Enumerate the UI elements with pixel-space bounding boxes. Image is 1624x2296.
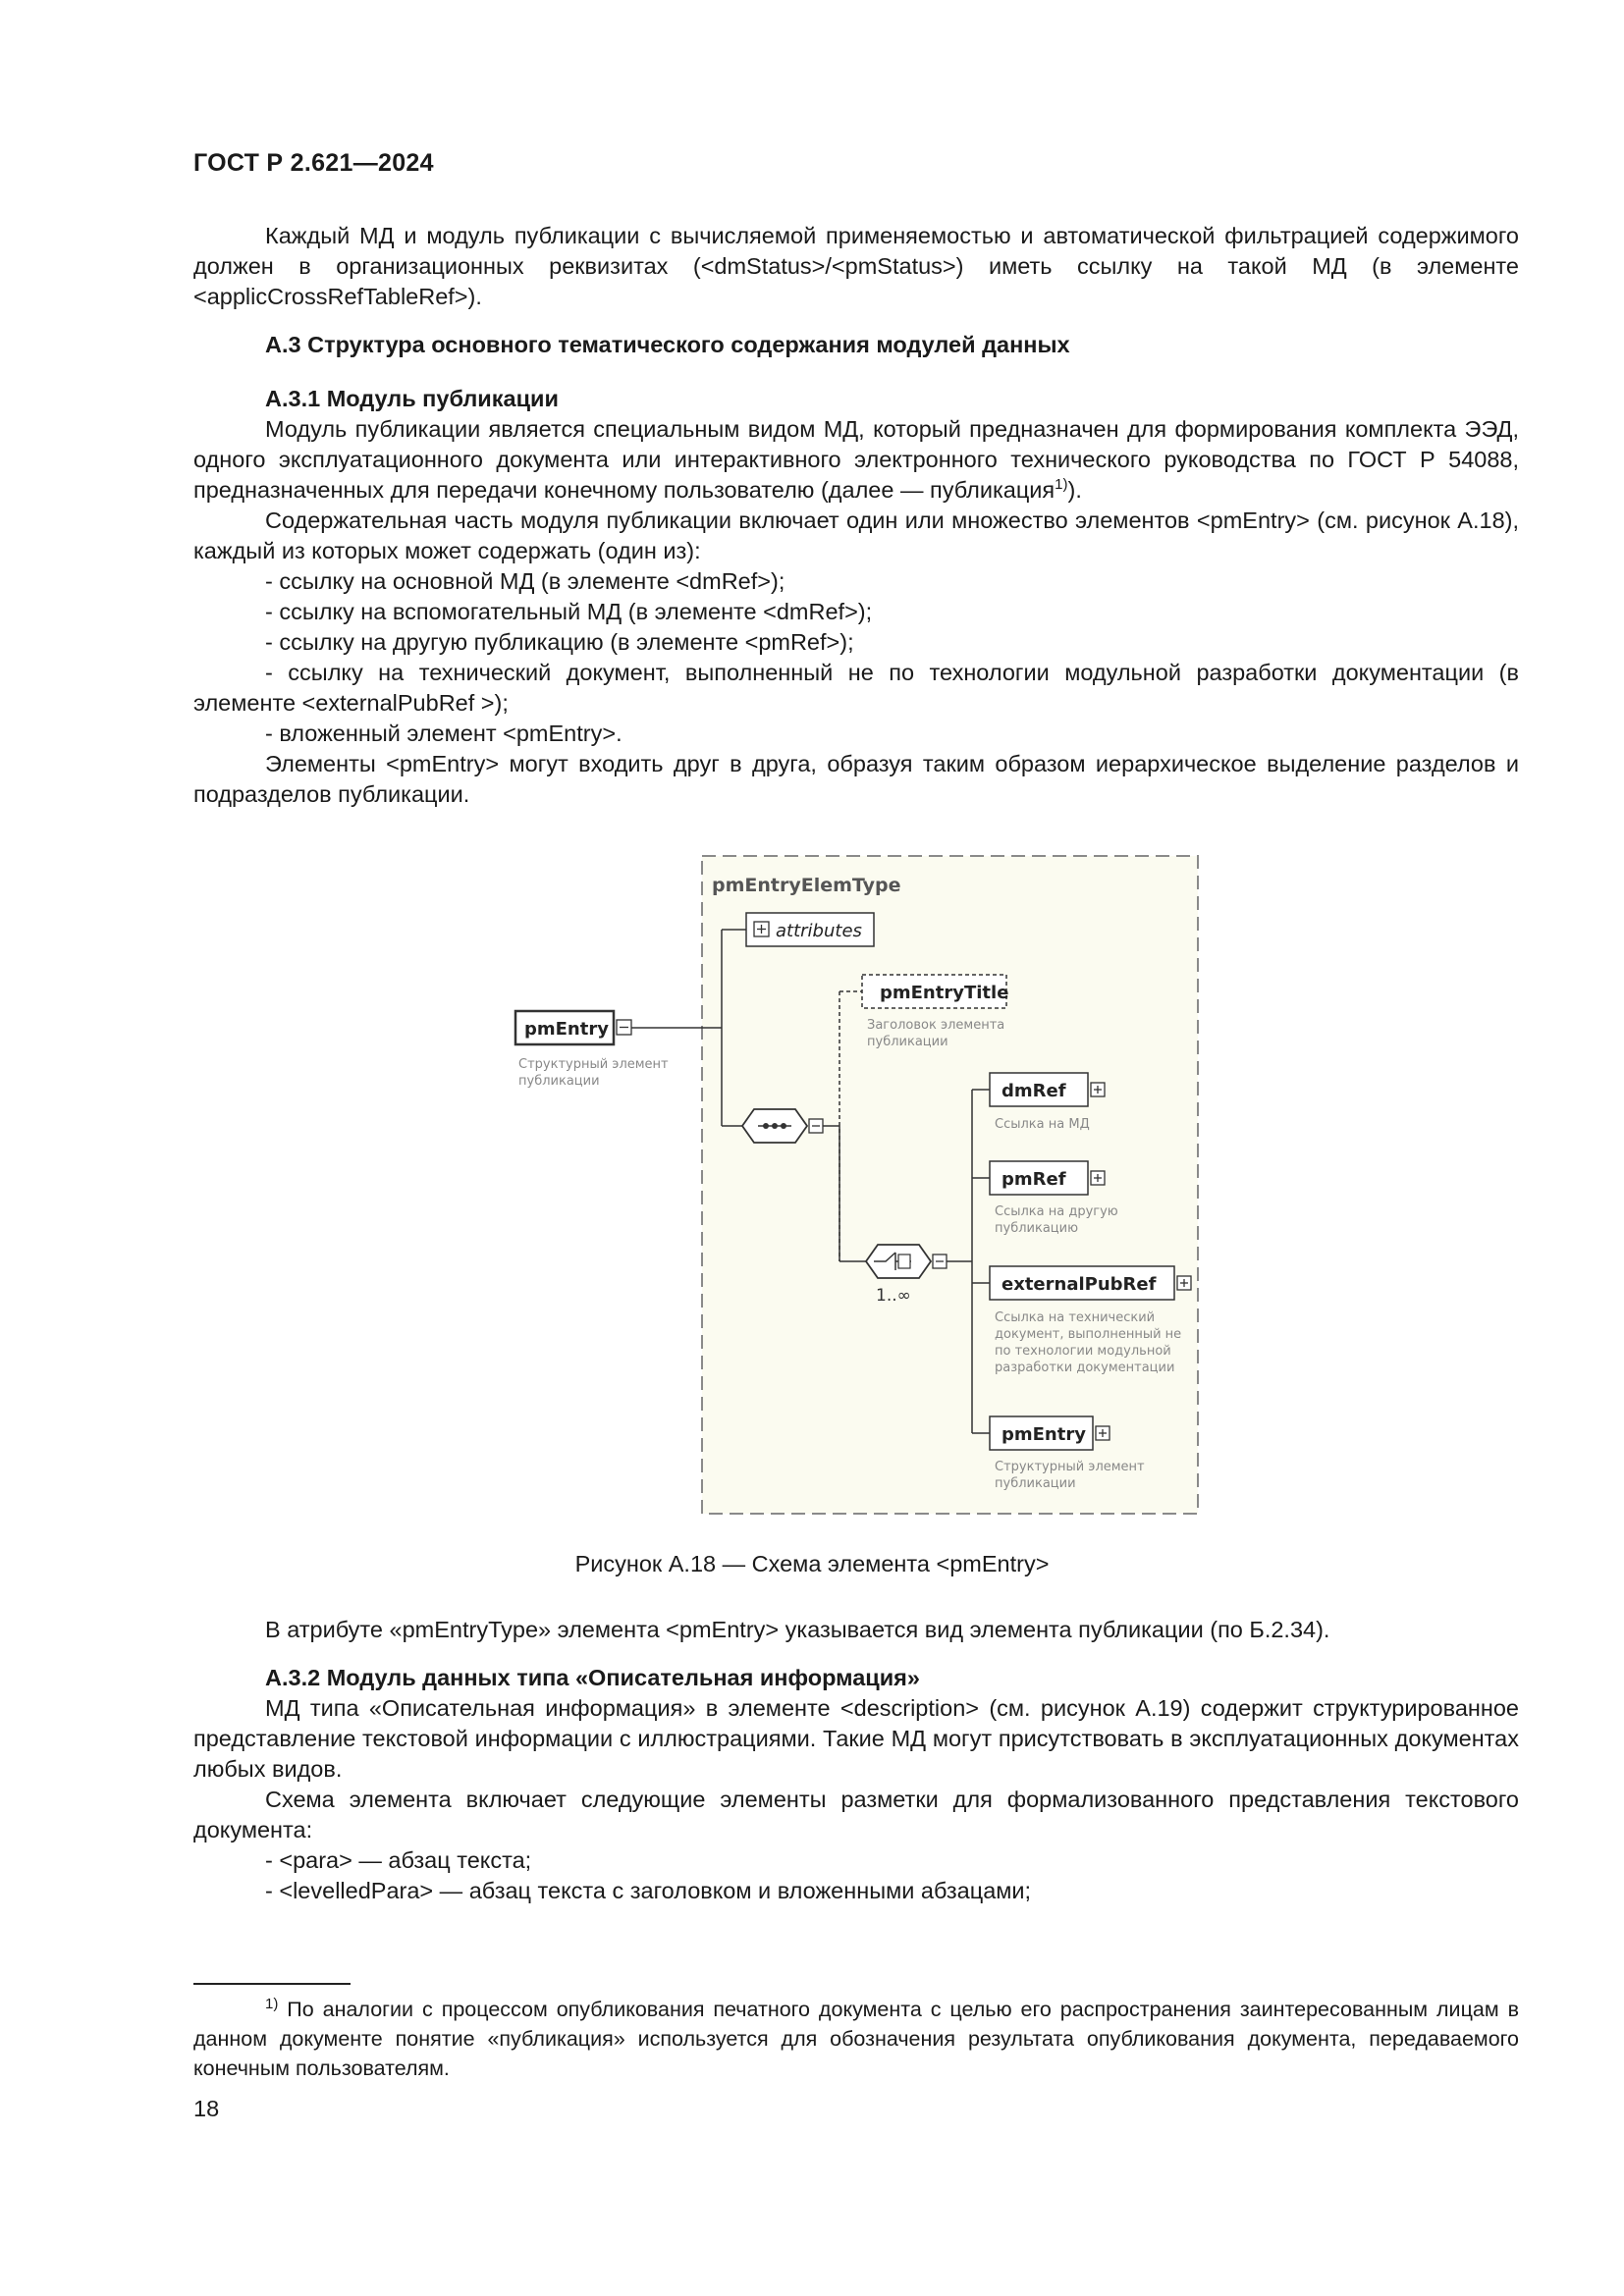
list-item: - ссылку на основной МД (в элементе <dmRef>); <box>265 568 785 594</box>
section-a32-paragraph-1: МД типа «Описательная информация» в элементе <description> (см. рисунок А.19) содержит структурированное представление текстовой информации с иллюстрациями. Такие МД могут присутствовать в эксплуатационных документах любых видов. <box>193 1695 1519 1782</box>
title-desc-line-1: Заголовок элемента <box>867 1018 1005 1033</box>
figure-caption: Рисунок А.18 — Схема элемента <pmEntry> <box>574 1551 1050 1576</box>
section-a3-title: А.3 Структура основного тематического содержания модулей данных <box>265 332 1070 357</box>
child-desc-line: Ссылка на другую <box>995 1204 1118 1219</box>
section-a32-title: А.3.2 Модуль данных типа «Описательная информация» <box>265 1665 920 1690</box>
list-item: - <para> — абзац текста; <box>265 1847 532 1873</box>
child-desc-line: Ссылка на МД <box>995 1117 1090 1132</box>
document-standard-header: ГОСТ Р 2.621—2024 <box>193 149 434 177</box>
footnote-ref: 1) <box>1055 476 1068 494</box>
child-desc-line: по технологии модульной <box>995 1344 1171 1359</box>
root-desc-line-2: публикации <box>518 1074 600 1089</box>
attribute-paragraph: В атрибуте «pmEntryType» элемента <pmEntry> указывается вид элемента публикации (по Б.2.34). <box>265 1617 1330 1642</box>
page-number: 18 <box>193 2096 220 2121</box>
paragraph-text: Модуль публикации является специальным видом МД, который предназначен для формирования комплекта ЭЭД, одного эксплуатационного документа или интерактивного электронного технического руководства по ГОСТ Р 54088, предназначенных для передачи конечному пользователю (далее — публикация <box>193 416 1519 503</box>
list-item: - ссылку на технический документ, выполненный не по технологии модульной разработки документации (в элементе <externalPubRef >); <box>193 660 1519 716</box>
schema-diagram <box>501 844 1218 1531</box>
main-text <box>193 221 1519 810</box>
footnote-marker: 1) <box>265 1995 279 2012</box>
footnote-text: По аналогии с процессом опубликования печатного документа с целью его распространения заинтересованным лицам в данном документе понятие «публикация» используется для обозначения результата опубликования документа, передаваемого конечным пользователям. <box>193 1998 1519 2080</box>
root-desc-line-1: Структурный элемент <box>518 1057 669 1072</box>
section-a31-paragraph-2: Содержательная часть модуля публикации включает один или множество элементов <pmEntry> (см. рисунок А.18), каждый из которых может содержать (один из): <box>193 507 1519 563</box>
attributes-label: attributes <box>776 921 862 941</box>
footnote <box>193 1995 1519 2083</box>
pmentry-schema-figure <box>501 844 1218 1531</box>
list-item: - <levelledPara> — абзац текста с заголовком и вложенными абзацами; <box>265 1878 1032 1903</box>
title-desc-line-2: публикации <box>867 1035 948 1049</box>
child-desc-line: разработки документации <box>995 1361 1175 1375</box>
child-element-label: pmRef <box>1001 1169 1066 1190</box>
list-item: - ссылку на другую публикацию (в элементе <pmRef>); <box>265 629 854 655</box>
child-desc-line: Структурный элемент <box>995 1460 1145 1474</box>
intro-paragraph: Каждый МД и модуль публикации с вычисляемой применяемостью и автоматической фильтрацией содержимого должен в организационных реквизитах (<dmStatus>/<pmStatus>) иметь ссылку на такой МД (в элементе <applicCrossRefTableRef>). <box>193 223 1519 309</box>
section-a32-paragraph-2: Схема элемента включает следующие элементы разметки для формализованного представления текстового документа: <box>193 1787 1519 1842</box>
root-element-label: pmEntry <box>524 1019 609 1040</box>
complex-type-frame <box>702 856 1198 1514</box>
child-desc-line: публикации <box>995 1476 1076 1491</box>
child-element-label: externalPubRef <box>1001 1274 1157 1295</box>
paragraph-text-end: ). <box>1067 477 1082 503</box>
child-element-label: dmRef <box>1001 1081 1066 1101</box>
child-desc-line: документ, выполненный не <box>995 1327 1182 1342</box>
post-figure-text <box>193 1615 1519 1906</box>
child-desc-line: публикацию <box>995 1221 1079 1236</box>
section-a31-paragraph-3: Элементы <pmEntry> могут входить друг в друга, образуя таким образом иерархическое выделение разделов и подразделов публикации. <box>193 751 1519 807</box>
type-name-label: pmEntryElemType <box>712 875 901 896</box>
list-item: - ссылку на вспомогательный МД (в элементе <dmRef>); <box>265 599 873 624</box>
child-element-label: pmEntry <box>1001 1424 1086 1445</box>
child-desc-line: Ссылка на технический <box>995 1310 1156 1325</box>
list-item: - вложенный элемент <pmEntry>. <box>265 721 623 746</box>
footnote-divider <box>193 1983 351 1985</box>
title-element-label: pmEntryTitle <box>880 983 1009 1003</box>
choice-multiplicity: 1..∞ <box>876 1286 911 1306</box>
section-a31-title: А.3.1 Модуль публикации <box>265 386 559 411</box>
section-a31-paragraph-1 <box>193 414 1519 506</box>
